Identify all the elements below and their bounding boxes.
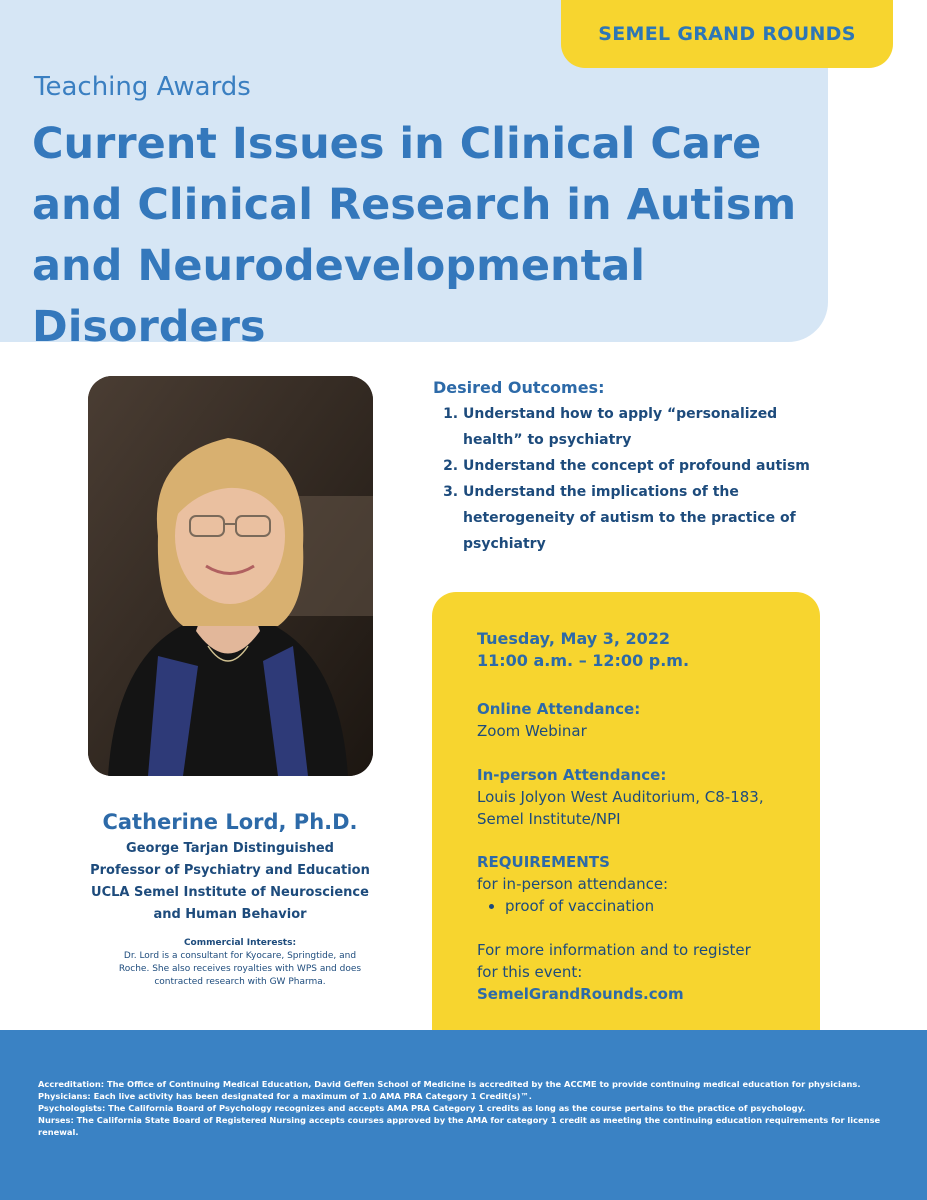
commercial-interests bbox=[110, 937, 370, 989]
requirements-value: for in-person attendance: bbox=[477, 875, 669, 893]
outcomes-list bbox=[433, 401, 833, 557]
outcome-item: 3. Understand the implications of the heterogeneity of autism to the practice of psychiatry bbox=[463, 479, 833, 557]
kicker: Teaching Awards bbox=[34, 72, 251, 102]
footer-text bbox=[38, 1078, 898, 1138]
online-label: Online Attendance: bbox=[477, 700, 641, 718]
page-title: Current Issues in Clinical Care and Clinical Research in Autism and Neurodevelopmental Disorders bbox=[32, 119, 797, 352]
more-info-text: for this event: bbox=[477, 963, 583, 981]
accreditation-text: Accreditation: The Office of Continuing Medical Education, David Geffen School of Medicine is accredited by the ACCME to provide continuing medical education for physicians. bbox=[38, 1079, 861, 1089]
speaker-portrait-image bbox=[88, 376, 373, 776]
physicians-text: Physicians: Each live activity has been designated for a maximum of 1.0 AMA PRA Category 1 Credit(s)™. bbox=[38, 1091, 532, 1101]
nurses-text: Nurses: The California State Board of Registered Nursing accepts courses approved by the AMA for category 1 credit as meeting the continuing education requirements for license renewal. bbox=[38, 1115, 881, 1137]
online-value: Zoom Webinar bbox=[477, 722, 587, 740]
speaker-name: Catherine Lord, Ph.D. bbox=[102, 810, 358, 834]
requirements-list bbox=[477, 895, 668, 917]
psychologists-text: Psychologists: The California Board of Psychology recognizes and accepts AMA PRA Category 1 credits as long as the course pertains to the practice of psychology. bbox=[38, 1103, 806, 1113]
inperson-value: Louis Jolyon West Auditorium, C8-183, bbox=[477, 788, 764, 806]
requirement-item: • proof of vaccination bbox=[505, 895, 668, 917]
desired-outcomes bbox=[433, 378, 833, 557]
speaker-photo bbox=[88, 376, 373, 776]
speaker-block bbox=[70, 810, 390, 926]
outcome-item: 2. Understand the concept of profound autism bbox=[463, 453, 833, 479]
more-info bbox=[477, 939, 751, 1005]
speaker-title-line: Professor of Psychiatry and Education bbox=[90, 863, 370, 878]
series-tag: SEMEL GRAND ROUNDS bbox=[561, 0, 893, 68]
outcomes-heading: Desired Outcomes: bbox=[433, 378, 605, 397]
speaker-title-line: George Tarjan Distinguished bbox=[126, 841, 334, 856]
outcome-item: 1. Understand how to apply “personalized health” to psychiatry bbox=[463, 401, 833, 453]
speaker-title-line: and Human Behavior bbox=[153, 907, 307, 922]
inperson-value: Semel Institute/NPI bbox=[477, 810, 621, 828]
requirements bbox=[477, 851, 668, 917]
footer bbox=[0, 1030, 927, 1200]
speaker-title-line: UCLA Semel Institute of Neuroscience bbox=[91, 885, 369, 900]
interests-heading: Commercial Interests: bbox=[183, 938, 297, 948]
requirements-label: REQUIREMENTS bbox=[477, 853, 610, 871]
event-date: Tuesday, May 3, 2022 bbox=[477, 629, 671, 648]
inperson-attendance bbox=[477, 764, 764, 830]
event-datetime bbox=[477, 628, 689, 672]
register-link[interactable]: SemelGrandRounds.com bbox=[477, 985, 684, 1003]
inperson-label: In-person Attendance: bbox=[477, 766, 667, 784]
interests-text: Dr. Lord is a consultant for Kyocare, Springtide, and Roche. She also receives royalties with WPS and does contracted research with GW Pharma. bbox=[118, 951, 362, 987]
event-time: 11:00 a.m. – 12:00 p.m. bbox=[477, 651, 690, 670]
online-attendance bbox=[477, 698, 640, 742]
more-info-text: For more information and to register bbox=[477, 941, 751, 959]
